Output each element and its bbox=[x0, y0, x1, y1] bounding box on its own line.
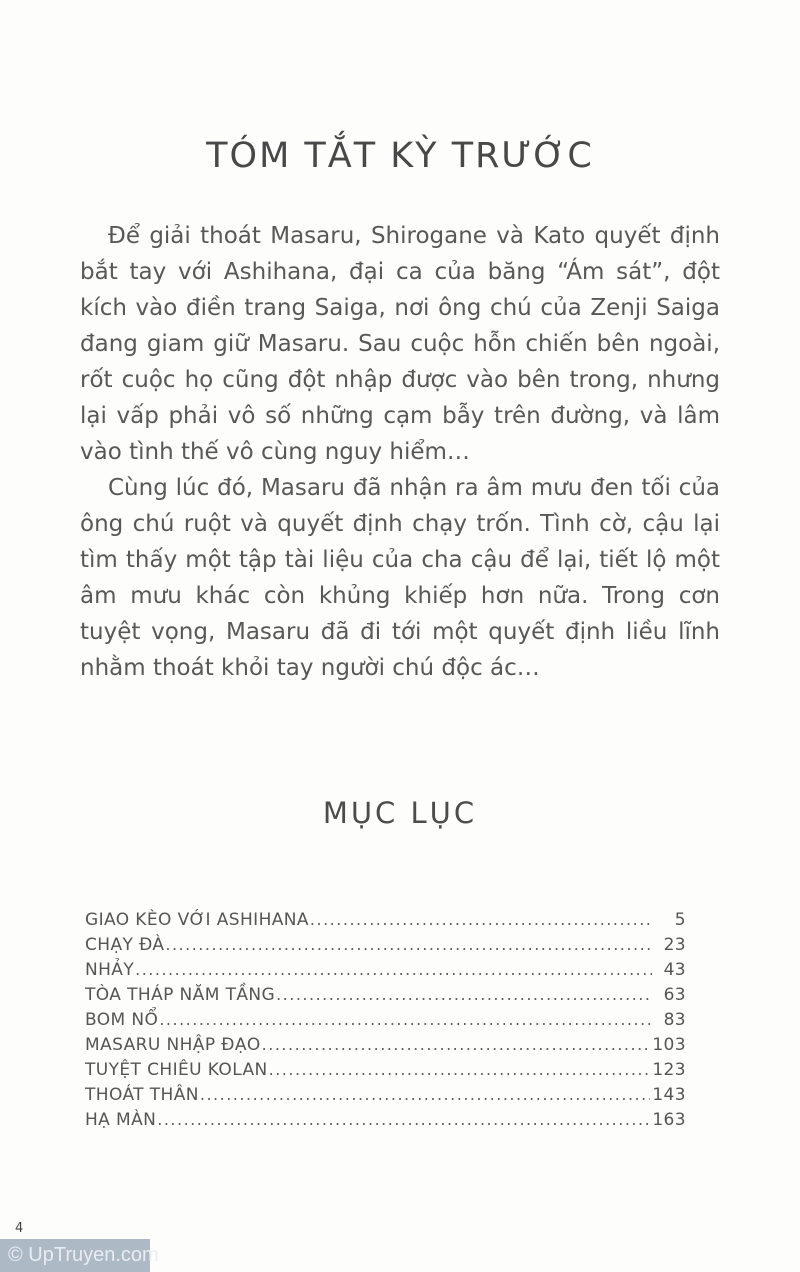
dot-leader bbox=[200, 1085, 650, 1105]
dot-leader bbox=[165, 935, 652, 955]
table-of-contents bbox=[85, 910, 686, 1135]
toc-title: MỤC LỤC bbox=[322, 796, 478, 830]
toc-chapter-label: TUYỆT CHIÊU KOLAN bbox=[85, 1060, 268, 1080]
toc-page-number: 123 bbox=[652, 1060, 686, 1080]
watermark: © UpTruyen.com bbox=[0, 1239, 150, 1272]
dot-leader bbox=[262, 1035, 651, 1055]
toc-page-number: 63 bbox=[663, 985, 686, 1005]
toc-page-number: 5 bbox=[674, 910, 686, 930]
toc-chapter-label: NHẢY bbox=[85, 960, 135, 980]
summary-section bbox=[80, 218, 720, 686]
toc-row bbox=[85, 1060, 686, 1085]
dot-leader bbox=[269, 1060, 651, 1080]
summary-title: TÓM TẮT KỲ TRƯỚC bbox=[206, 136, 594, 176]
toc-chapter-label: GIAO KÈO VỚI ASHIHANA bbox=[85, 910, 309, 930]
dot-leader bbox=[310, 910, 652, 930]
dot-leader bbox=[157, 1110, 650, 1130]
toc-row bbox=[85, 1010, 686, 1035]
dot-leader bbox=[135, 960, 652, 980]
toc-row bbox=[85, 935, 686, 960]
toc-row bbox=[85, 960, 686, 985]
toc-chapter-label: CHẠY ĐÀ bbox=[85, 935, 165, 955]
page-number: 4 bbox=[15, 1221, 24, 1236]
toc-row bbox=[85, 985, 686, 1010]
toc-row bbox=[85, 910, 686, 935]
dot-leader bbox=[276, 985, 652, 1005]
summary-paragraph: Cùng lúc đó, Masaru đã nhận ra âm mưu đen tối của ông chú ruột và quyết định chạy trốn. Tình cờ, cậu lại tìm thấy một tập tài liệu của cha cậu để lại, tiết lộ một âm mưu khác còn khủng khiếp hơn nữa. Trong cơn tuyệt vọng, Masaru đã đi tới một quyết định liều lĩnh nhằm thoát khỏi tay người chú độc ác… bbox=[80, 475, 720, 681]
toc-row bbox=[85, 1035, 686, 1060]
toc-page-number: 23 bbox=[663, 935, 686, 955]
toc-chapter-label: MASARU NHẬP ĐẠO bbox=[85, 1035, 261, 1055]
toc-page-number: 103 bbox=[652, 1035, 686, 1055]
toc-page-number: 143 bbox=[652, 1085, 686, 1105]
toc-chapter-label: TÒA THÁP NĂM TẦNG bbox=[85, 985, 276, 1005]
toc-chapter-label: BOM NỔ bbox=[85, 1010, 159, 1030]
toc-page-number: 163 bbox=[652, 1110, 686, 1130]
toc-chapter-label: HẠ MÀN bbox=[85, 1110, 157, 1130]
toc-row bbox=[85, 1110, 686, 1135]
summary-paragraph: Để giải thoát Masaru, Shirogane và Kato quyết định bắt tay với Ashihana, đại ca của băng “Ám sát”, đột kích vào điền trang Saiga, nơi ông chú của Zenji Saiga đang giam giữ Masaru. Sau cuộc hỗn chiến bên ngoài, rốt cuộc họ cũng đột nhập được vào bên trong, nhưng lại vấp phải vô số những cạm bẫy trên đường, và lâm vào tình thế vô cùng nguy hiểm… bbox=[80, 223, 720, 465]
toc-page-number: 83 bbox=[663, 1010, 686, 1030]
dot-leader bbox=[159, 1010, 652, 1030]
toc-page-number: 43 bbox=[663, 960, 686, 980]
toc-chapter-label: THOÁT THÂN bbox=[85, 1085, 199, 1105]
toc-row bbox=[85, 1085, 686, 1110]
